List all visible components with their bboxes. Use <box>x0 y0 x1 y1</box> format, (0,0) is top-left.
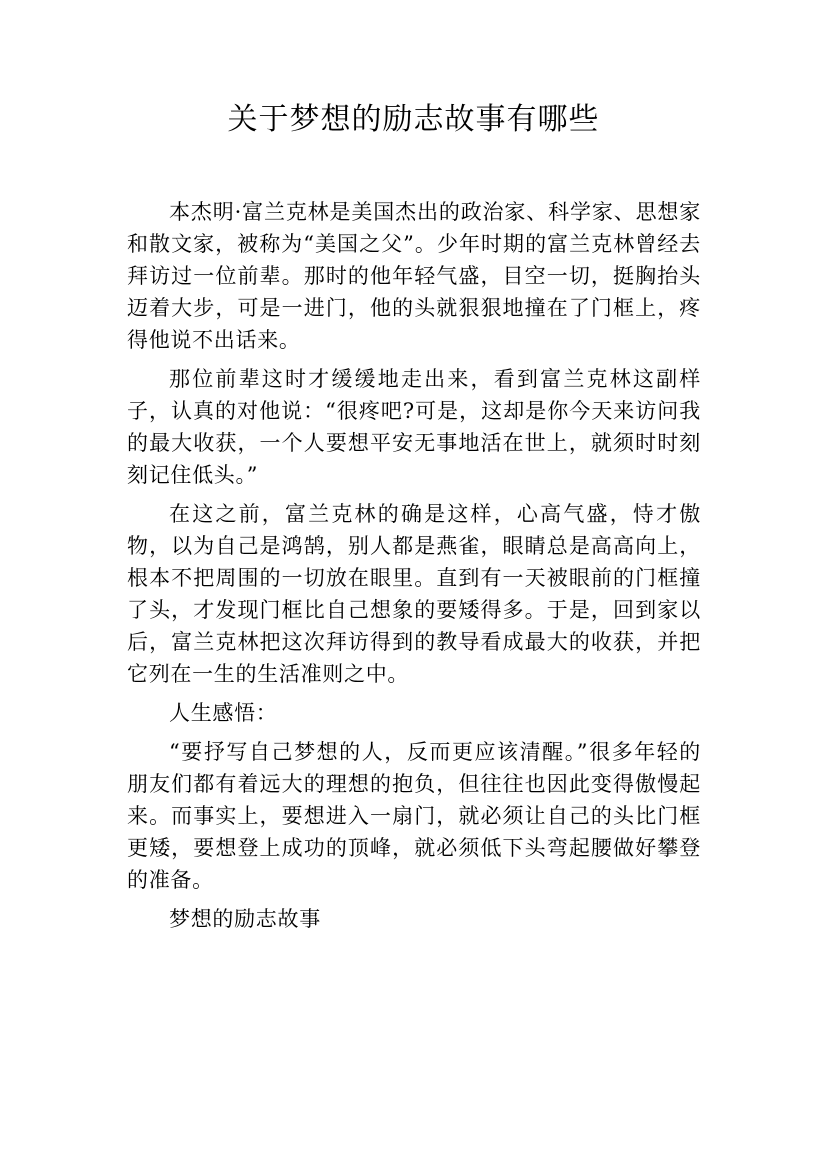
paragraph-insight-heading: 人生感悟： <box>169 701 278 725</box>
document-body <box>127 196 701 935</box>
paragraph-section-heading: 梦想的励志故事 <box>169 907 321 931</box>
paragraph-elder-advice: 那位前辈这时才缓缓地走出来，看到富兰克林这副样子，认真的对他说：“很疼吧?可是，这却是你今天来访问我的最大收获，一个人要想平安无事地活在世上，就须时时刻刻记住低头。” <box>127 367 701 487</box>
paragraph-insight-text: “要抒写自己梦想的人，反而更应该清醒。”很多年轻的朋友们都有着远大的理想的抱负，但往往也因此变得傲慢起来。而事实上，要想进入一扇门，就必须让自己的头比门框更矮，要想登上成功的顶峰，就必须低下头弯起腰做好攀登的准备。 <box>127 740 701 892</box>
paragraph-franklin-lesson: 在这之前，富兰克林的确是这样，心高气盛，恃才傲物，以为自己是鸿鹄，别人都是燕雀，眼睛总是高高向上，根本不把周围的一切放在眼里。直到有一天被眼前的门框撞了头，才发现门框比自己想象的要矮得多。于是，回到家以后，富兰克林把这次拜访得到的教导看成最大的收获，并把它列在一生的生活准则之中。 <box>127 502 701 686</box>
paragraph-franklin-intro: 本杰明·富兰克林是美国杰出的政治家、科学家、思想家和散文家，被称为“美国之父”。少年时期的富兰克林曾经去拜访过一位前辈。那时的他年轻气盛，目空一切，挺胸抬头迈着大步，可是一进门，他的头就狠狠地撞在了门框上，疼得他说不出话来。 <box>127 200 701 352</box>
document-title: 关于梦想的励志故事有哪些 <box>227 102 600 137</box>
